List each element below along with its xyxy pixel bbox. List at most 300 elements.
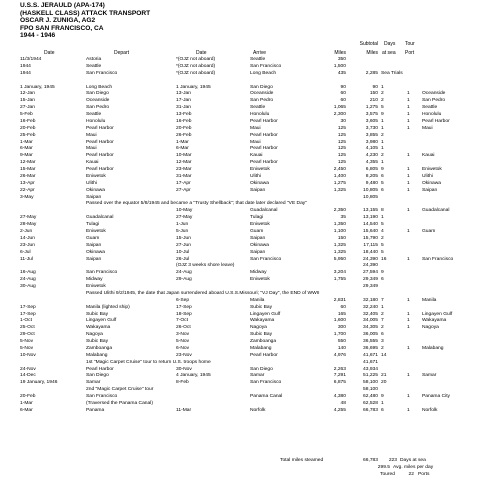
- tour-port-flag-cell: 1: [407, 167, 410, 173]
- tour-header-top: Tour: [405, 41, 415, 47]
- depart-port-cell: Midway: [86, 277, 103, 283]
- depart-date-cell: 25-Oct: [20, 325, 35, 331]
- subtotal-miles-cell: 13,155: [363, 208, 378, 214]
- tour-port-flag-cell: 1: [407, 297, 410, 303]
- arrive-port-cell: Oceanside: [250, 91, 274, 97]
- subtotal-miles-cell: 29,349: [363, 284, 378, 290]
- miles-cell: 1,325: [333, 242, 346, 248]
- arrive-port-cell: Seattle: [250, 105, 266, 111]
- arrive-date-cell: *(OJZ not aboard): [176, 57, 216, 62]
- depart-port-cell: Maui: [86, 146, 97, 152]
- table-row: [0, 146, 480, 152]
- arrive-port-cell: Nagoya: [250, 325, 267, 331]
- days-at-sea-cell: 2: [381, 345, 384, 351]
- miles-cell: 125: [337, 139, 346, 145]
- tour-port-flag-cell: 1: [407, 187, 410, 193]
- depart-port-cell: Seattle: [86, 63, 102, 69]
- subtotal-miles-cell: 10,805: [363, 187, 378, 193]
- arrive-port-cell: Pearl Harbor: [250, 352, 278, 358]
- depart-date-cell: 5-Nov: [20, 339, 34, 345]
- arrive-port-cell: Ulithi: [250, 173, 261, 179]
- subtotal-miles-cell: 36,555: [363, 339, 378, 345]
- tour-port-flag-cell: 1: [407, 229, 410, 234]
- arrive-port-cell: Maui: [250, 125, 261, 131]
- depart-date-cell: 24-Nov: [20, 366, 36, 372]
- tour-port-flag-cell: 1: [407, 325, 410, 331]
- arrive-port-cell: San Francisco: [250, 256, 282, 262]
- arrive-port-cell: Guam: [250, 229, 264, 234]
- tour-port-name-cell: Malabang: [422, 345, 444, 351]
- miles-cell: 1,325: [333, 187, 346, 193]
- voyage-note: Passed Ulithi 9/2/1945, the date that Japan surrendered aboard U.S.S.Missouri; "VJ Day", the END of WWII: [86, 290, 320, 296]
- arrive-date-cell: 29-Aug: [176, 277, 192, 283]
- subtotal-miles-cell: 15,640: [363, 229, 378, 234]
- days-at-sea-cell: 2: [381, 235, 384, 241]
- tour-port-flag-cell: 1: [407, 345, 410, 351]
- depart-date-cell: 20-Feb: [20, 394, 36, 400]
- subtotal-miles-cell: 1,275: [365, 105, 378, 111]
- subtotal-miles-header: Miles: [366, 50, 378, 56]
- table-row: [0, 71, 480, 77]
- toured-count: 22: [408, 472, 414, 477]
- subtotal-miles-cell: 4,105: [365, 146, 378, 152]
- subtotal-miles-cell: 51,225: [363, 373, 378, 379]
- subtotal-miles-cell: 58,100: [363, 387, 378, 393]
- subtotal-miles-cell: 210: [369, 98, 378, 104]
- miles-cell: 60: [340, 98, 346, 104]
- arrive-date-cell: 31-Jan: [176, 105, 191, 111]
- tour-port-name-cell: Pearl Harbor: [422, 118, 450, 124]
- days-at-sea-cell: 1: [381, 125, 384, 131]
- total-days-value: 223: [388, 458, 397, 463]
- subtotal-miles-cell: 32,240: [363, 304, 378, 310]
- subtotal-miles-cell: 17,115: [363, 242, 378, 248]
- depart-date-cell: 25-Feb: [20, 132, 36, 138]
- miles-cell: 60: [340, 91, 346, 97]
- arrive-port-cell: Samar: [250, 373, 265, 379]
- subtotal-miles-cell: 62,480: [363, 394, 378, 400]
- depart-port-cell: Long Beach: [86, 84, 113, 90]
- days-at-sea-cell: 2: [381, 91, 384, 97]
- subtotal-miles-cell: 62,528: [363, 401, 378, 406]
- arrive-date-cell: 15-Jun: [176, 235, 191, 241]
- arrive-port-cell: Okinawa: [250, 180, 270, 186]
- tour-port-name-cell: Eniwetok: [422, 167, 442, 173]
- subtotal-miles-cell: 34,305: [363, 325, 378, 331]
- depart-port-cell: Pearl Harbor: [86, 139, 114, 145]
- tour-port-name-cell: Guam: [422, 229, 436, 234]
- depart-date-cell: 19 January, 1946: [20, 380, 58, 386]
- miles-cell: 1,100: [333, 229, 346, 234]
- subtotal-miles-cell: 3,575: [365, 112, 378, 118]
- table-row: [0, 408, 480, 414]
- arrive-port-cell: Guadalcanal: [250, 208, 278, 214]
- table-row: [0, 401, 480, 407]
- miles-cell: 30: [340, 118, 346, 124]
- subtotal-miles-cell: 41,671: [363, 359, 378, 365]
- table-row: [0, 181, 480, 187]
- table-row: [0, 380, 480, 386]
- depart-date-cell: 22-Apr: [20, 187, 35, 193]
- depart-date-cell: 30-Aug: [20, 284, 36, 290]
- table-row: [0, 373, 480, 379]
- depart-port-cell: San Diego: [86, 91, 109, 97]
- fleet-post-office: FPO SAN FRANCISCO, CA: [20, 24, 104, 32]
- depart-port-cell: Okinawa: [86, 187, 106, 193]
- depart-date-cell: 6-Jul: [20, 249, 31, 255]
- depart-port-cell: Panama: [86, 407, 105, 413]
- arrive-date-cell: 3-Nov: [176, 332, 190, 338]
- table-row: [0, 332, 480, 338]
- miles-cell: 1,065: [333, 105, 346, 111]
- arrive-date-cell: 18-Sep: [176, 311, 192, 317]
- days-at-sea-cell: 1: [381, 401, 384, 406]
- miles-cell: 300: [337, 325, 346, 331]
- table-row: [0, 85, 480, 91]
- table-row: [0, 215, 480, 221]
- arrive-date-cell: 24-Aug: [176, 270, 192, 276]
- arrive-port-cell: Panama Canal: [250, 394, 283, 400]
- arrive-date-cell: 1-Jun: [176, 222, 189, 228]
- table-row: [0, 126, 480, 132]
- depart-port-cell: Zamboanga: [86, 345, 113, 351]
- table-row: [0, 140, 480, 146]
- depart-port-cell: Lingayen Gulf: [86, 318, 117, 324]
- miles-cell: 435: [337, 70, 346, 76]
- arrive-port-cell: Pearl Harbor: [250, 118, 278, 124]
- table-row: [0, 257, 480, 263]
- miles-cell: 4,255: [333, 407, 346, 413]
- arrive-date-cell: 26-Jul: [176, 256, 190, 262]
- depart-port-cell: 1st "Magic Carpet Cruise" tour to return U.S. troops home: [86, 359, 211, 365]
- depart-port-cell: Pearl Harbor: [86, 366, 114, 372]
- depart-port-cell: Eniwetok: [86, 284, 106, 290]
- tour-port-flag-cell: 1: [407, 118, 410, 124]
- table-row: [0, 105, 480, 111]
- depart-date-cell: 11/3/1944: [20, 57, 42, 62]
- miles-cell: 3,204: [333, 270, 346, 276]
- subtotal-miles-cell: 6,805: [365, 167, 378, 173]
- miles-cell: 140: [337, 345, 346, 351]
- days-at-sea-cell: 6: [381, 277, 384, 283]
- arrive-date-cell: 27-May: [176, 215, 193, 221]
- depart-port-cell: Eniwetok: [86, 173, 106, 179]
- days-at-sea-cell: 4: [381, 229, 384, 234]
- at-sea-header: at sea: [382, 50, 396, 56]
- miles-cell: 1,700: [333, 332, 346, 338]
- arrive-port-cell: San Francisco: [250, 380, 282, 386]
- subtotal-miles-cell: 66,783: [363, 407, 378, 413]
- subtotal-miles-cell: 4,230: [365, 153, 378, 159]
- depart-date-cell: 15-Jan: [20, 98, 35, 104]
- depart-port-cell: Tulagi: [86, 222, 100, 228]
- arrive-date-cell: 10-Mar: [176, 153, 192, 159]
- arrive-port-cell: Long Beach: [250, 70, 277, 76]
- days-at-sea-label: Days at sea: [400, 458, 426, 463]
- miles-cell: 350: [337, 57, 346, 62]
- subtotal-miles-cell: 90: [372, 84, 378, 90]
- depart-port-cell: Ulithi: [86, 180, 97, 186]
- tour-port-name-cell: Saipan: [422, 187, 438, 193]
- days-at-sea-cell: Sea Trials: [381, 70, 403, 76]
- depart-port-cell: Manila (lighted ship): [86, 304, 130, 310]
- days-at-sea-cell: 2: [381, 325, 384, 331]
- table-row: [0, 222, 480, 228]
- depart-date-cell: 15-Mar: [20, 167, 36, 173]
- table-row: [0, 201, 480, 207]
- tour-port-name-cell: Lingayen Gulf: [422, 311, 453, 317]
- subtotal-miles-cell: 3,730: [365, 125, 378, 131]
- tour-port-name-cell: Oceanside: [422, 91, 446, 97]
- subtotal-miles-cell: 36,005: [363, 332, 378, 338]
- days-at-sea-cell: 5: [381, 222, 384, 228]
- depart-port-cell: Subic Bay: [86, 339, 109, 345]
- miles-cell: 1,325: [333, 249, 346, 255]
- miles-cell: 4,380: [333, 394, 346, 400]
- subtotal-miles-cell: 4,355: [365, 160, 378, 166]
- subtotal-miles-cell: 150: [369, 91, 378, 97]
- table-row: [0, 353, 480, 359]
- table-row: [0, 167, 480, 173]
- arrive-port-cell: Malabang: [250, 345, 272, 351]
- depart-date-cell: 1-Mar: [20, 401, 33, 406]
- miles-cell: 2,350: [333, 208, 346, 214]
- arrive-port-cell: Eniwetok: [250, 222, 270, 228]
- days-at-sea-cell: 3: [381, 339, 384, 345]
- arrive-date-cell: 4 January, 1945: [176, 373, 211, 379]
- subtotal-miles-cell: 32,405: [363, 311, 378, 317]
- tour-port-name-cell: Guadalcanal: [422, 208, 450, 214]
- table-row: [0, 174, 480, 180]
- miles-cell: 150: [337, 235, 346, 241]
- miles-cell: 60: [340, 304, 346, 310]
- arrive-port-cell: Tulagi: [250, 215, 264, 221]
- depart-date-cell: 27-Jan: [20, 105, 35, 111]
- table-row: [0, 112, 480, 118]
- depart-date-cell: 16-Aug: [20, 270, 36, 276]
- tour-port-flag-cell: 1: [407, 153, 410, 159]
- miles-cell: 5,950: [333, 256, 346, 262]
- depart-date-cell: 12-Jan: [20, 91, 35, 97]
- depart-port-cell: Seattle: [86, 112, 102, 118]
- arrive-date-cell: 7-Oct: [176, 318, 188, 324]
- miles-cell: 550: [337, 339, 346, 345]
- arrive-date-cell: 27-Apr: [176, 187, 191, 193]
- depart-port-cell: Saipan: [86, 256, 102, 262]
- tour-port-flag-cell: 1: [407, 180, 410, 186]
- days-at-sea-cell: 9: [381, 167, 384, 173]
- arrive-port-cell: Pearl Harbor: [250, 132, 278, 138]
- table-row: [0, 318, 480, 324]
- arrive-date-cell: 17-Apr: [176, 180, 191, 186]
- miles-cell: 165: [337, 311, 346, 317]
- depart-port-cell: Saipan: [86, 242, 102, 248]
- arrive-port-cell: Honolulu: [250, 112, 270, 118]
- tour-port-flag-cell: 1: [407, 91, 410, 97]
- depart-date-cell: 5-Feb: [20, 112, 33, 118]
- miles-cell: 1,600: [333, 318, 346, 324]
- depart-port-cell: Eniwetok: [86, 229, 106, 234]
- tour-port-name-cell: Panama City: [422, 394, 450, 400]
- subtotal-miles-cell: 13,190: [363, 215, 378, 221]
- arrive-date-cell: 27-Jun: [176, 242, 191, 248]
- days-at-sea-cell: 14: [381, 352, 387, 358]
- depart-date-cell: 6-Mar: [20, 407, 33, 413]
- depart-date-cell: 1-Mar: [20, 139, 33, 145]
- depart-port-cell: San Pedro: [86, 105, 110, 111]
- table-row: [0, 298, 480, 304]
- days-at-sea-cell: 5: [381, 180, 384, 186]
- days-at-sea-cell: 1: [381, 118, 384, 124]
- subtotal-miles-cell: 36,695: [363, 345, 378, 351]
- tour-port-name-cell: Wakayama: [422, 318, 447, 324]
- miles-cell: 1,500: [333, 63, 346, 69]
- miles-header: Miles: [334, 50, 346, 56]
- depart-port-cell: Okinawa: [86, 249, 106, 255]
- subtotal-miles-cell: 2,285: [365, 70, 378, 76]
- depart-date-cell: 6-Mar: [20, 146, 33, 152]
- depart-date-cell: 26-Mar: [20, 173, 36, 179]
- days-at-sea-cell: 6: [381, 407, 384, 413]
- depart-port-cell: Pearl Harbor: [86, 125, 114, 131]
- depart-date-cell: 9-Mar: [20, 153, 33, 159]
- ports-label: Ports: [418, 472, 430, 477]
- arrive-port-cell: Maui: [250, 139, 261, 145]
- arrive-date-cell: 11-Mar: [176, 407, 192, 413]
- table-row: [0, 236, 480, 242]
- arrive-port-cell: Subic Bay: [250, 332, 273, 338]
- table-row: [0, 160, 480, 166]
- days-at-sea-cell: 2: [381, 132, 384, 138]
- arrive-port-cell: Zamboanga: [250, 339, 277, 345]
- depart-date-cell: 1-Oct: [20, 318, 32, 324]
- depart-port-cell: Nagoya: [86, 332, 103, 338]
- depart-date-cell: 5-Nov: [20, 345, 34, 351]
- arrive-port-cell: Saipan: [250, 249, 266, 255]
- depart-date-cell: 17-Sep: [20, 311, 36, 317]
- table-row: [0, 195, 480, 201]
- depart-date-cell: 11-Jul: [20, 256, 33, 262]
- miles-cell: 1,755: [333, 277, 346, 283]
- depart-port-cell: Guam: [86, 235, 100, 241]
- tour-port-name-cell: Norfolk: [422, 407, 438, 413]
- miles-cell: 2,263: [333, 366, 346, 372]
- depart-port-cell: Wakayama: [86, 325, 111, 331]
- tour-port-name-cell: Kauai: [422, 153, 435, 159]
- subtotal-miles-cell: 3,605: [365, 118, 378, 124]
- depart-port-cell: San Francisco: [86, 270, 118, 276]
- days-at-sea-cell: 20: [381, 380, 387, 386]
- table-row: [0, 91, 480, 97]
- days-at-sea-cell: 5: [381, 249, 384, 255]
- miles-cell: 2,300: [333, 112, 346, 118]
- depart-port-cell: Oceanside: [86, 98, 110, 104]
- table-row: [0, 208, 480, 214]
- days-at-sea-cell: 16: [381, 256, 387, 262]
- port-header: Port: [405, 50, 415, 56]
- depart-date-cell: 28-May: [20, 222, 37, 228]
- toured-label: Toured: [380, 472, 395, 477]
- table-row: [0, 153, 480, 159]
- arrive-date-cell: 6-Nov: [176, 345, 190, 351]
- subtotal-miles-cell: 32,180: [363, 297, 378, 303]
- arrive-date-cell: *(OJZ not aboard): [176, 63, 216, 69]
- arrive-date-cell: 16-Feb: [176, 118, 192, 124]
- tour-port-name-cell: Nagoya: [422, 325, 439, 331]
- arrive-date-cell: 17-Jan: [176, 98, 191, 104]
- tour-port-flag-cell: 1: [407, 407, 410, 413]
- arrive-date-cell: 23-Nov: [176, 352, 192, 358]
- depart-date-cell: 14-Dec: [20, 373, 36, 379]
- table-row: [0, 57, 480, 63]
- depart-date-cell: 23-Jun: [20, 242, 35, 248]
- depart-port-cell: 2nd "Magic Carpet Cruise" tour: [86, 387, 154, 393]
- tour-port-flag-cell: 1: [407, 318, 410, 324]
- miles-cell: 6,875: [333, 380, 346, 386]
- depart-header: Depart: [114, 50, 130, 56]
- table-row: [0, 133, 480, 139]
- table-row: [0, 229, 480, 235]
- depart-port-cell: (Traversed the Panama Canal): [86, 401, 153, 406]
- table-row: [0, 98, 480, 104]
- subtotal-miles-cell: 34,005: [363, 318, 378, 324]
- depart-port-cell: Saipan: [86, 194, 102, 200]
- subtotal-miles-cell: 24,390: [363, 256, 378, 262]
- subtotal-miles-cell: 15,790: [363, 235, 378, 241]
- arrive-port-cell: Pearl Harbor: [250, 146, 278, 152]
- arrive-header: Arrive: [253, 50, 267, 56]
- days-at-sea-cell: 2: [381, 311, 384, 317]
- tour-port-flag-cell: 1: [407, 394, 410, 400]
- arrival-date-header: Date: [196, 50, 207, 56]
- table-row: [0, 339, 480, 345]
- arrive-port-cell: San Diego: [250, 366, 273, 372]
- miles-cell: 1,350: [333, 222, 346, 228]
- tour-port-name-cell: Ulithi: [422, 173, 433, 179]
- arrive-port-cell: Eniwetok: [250, 277, 270, 283]
- depart-port-cell: Astoria: [86, 57, 102, 62]
- table-row: [0, 188, 480, 194]
- tour-port-name-cell: San Pedro: [422, 98, 446, 104]
- miles-cell: 1,400: [333, 173, 346, 179]
- arrive-date-cell: 1-Mar: [176, 139, 189, 145]
- days-at-sea-cell: 7: [381, 318, 384, 324]
- miles-cell: 125: [337, 160, 346, 166]
- days-at-sea-cell: 2: [381, 98, 384, 104]
- days-at-sea-cell: 8: [381, 208, 384, 214]
- depart-port-cell: Pearl Harbor: [86, 153, 114, 159]
- arrive-port-cell: San Pedro: [250, 98, 274, 104]
- days-at-sea-cell: 6: [381, 173, 384, 179]
- arrive-date-cell: *(OJZ not aboard): [176, 70, 216, 76]
- table-row: [0, 277, 480, 283]
- days-at-sea-cell: 1: [381, 160, 384, 166]
- arrive-port-cell: Norfolk: [250, 407, 266, 413]
- tour-port-flag-cell: 1: [407, 208, 410, 214]
- subtotal-miles-cell: 43,934: [363, 366, 378, 372]
- arrive-port-cell: San Diego: [250, 84, 273, 90]
- arrive-port-cell: Kauai: [250, 153, 263, 159]
- arrive-port-cell: Subic Bay: [250, 304, 273, 310]
- avg-miles-label: Avg. miles per day: [393, 465, 434, 470]
- tour-port-flag-cell: 1: [407, 373, 410, 379]
- arrive-port-cell: Seattle: [250, 57, 266, 62]
- total-miles-value: 66,783: [363, 458, 378, 463]
- arrive-date-cell: 13-Jan: [176, 91, 191, 97]
- table-row: [0, 291, 480, 297]
- subtotal-miles-cell: 8,205: [365, 173, 378, 179]
- arrive-date-cell: 17-Sep: [176, 304, 192, 310]
